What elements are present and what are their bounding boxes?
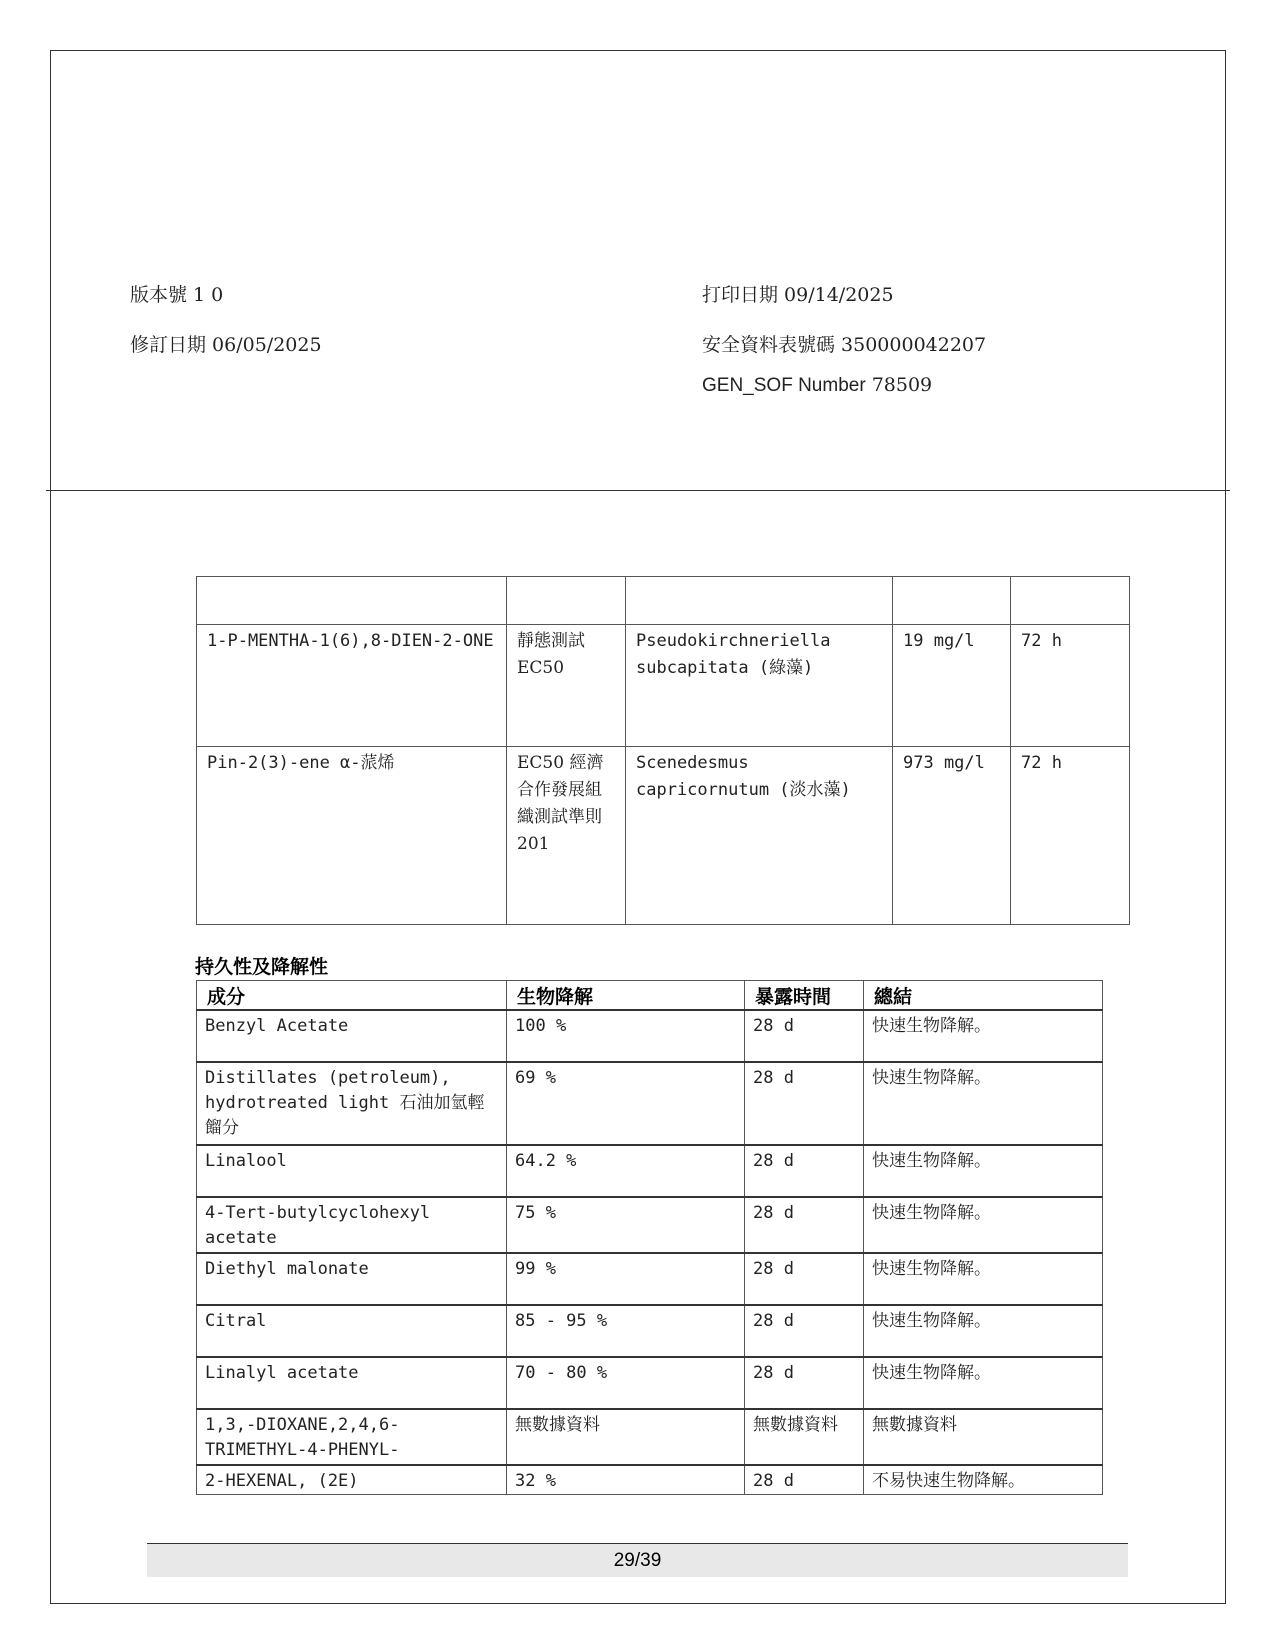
empty-cell: [507, 577, 626, 625]
value-cell: 19 mg/l: [893, 625, 1011, 747]
revision-date: 修訂日期 06/05/2025: [130, 334, 322, 356]
exposure-time-cell: 28 d: [745, 1465, 864, 1495]
component-cell: Benzyl Acetate: [197, 1010, 507, 1062]
table-row: [197, 1010, 1103, 1062]
empty-cell: [893, 577, 1011, 625]
substance-cell: Pin-2(3)-ene α-蒎烯: [197, 747, 507, 925]
persistence-header-row: [197, 981, 1103, 1011]
exposure-time-cell: 28 d: [745, 1305, 864, 1357]
method-cell: 靜態測試 EC50: [507, 625, 626, 747]
biodegradation-cell: 99 %: [507, 1253, 745, 1305]
table-row: [197, 577, 1130, 625]
summary-cell: 快速生物降解。: [864, 1305, 1103, 1357]
table-row: [197, 1409, 1103, 1465]
version-number: 版本號 1 0: [130, 284, 224, 306]
persistence-section-title: 持久性及降解性: [195, 957, 329, 978]
exposure-time-cell: 28 d: [745, 1357, 864, 1409]
biodegradation-cell: 69 %: [507, 1062, 745, 1145]
exposure-time-cell: 28 d: [745, 1145, 864, 1197]
summary-cell: 快速生物降解。: [864, 1145, 1103, 1197]
biodegradation-cell: 85 - 95 %: [507, 1305, 745, 1357]
table-row: [197, 625, 1130, 747]
gen-sof-label: GEN_SOF Number: [702, 375, 866, 396]
exposure-time-cell: 無數據資料: [745, 1409, 864, 1465]
empty-cell: [626, 577, 893, 625]
time-cell: 72 h: [1011, 625, 1130, 747]
time-cell: 72 h: [1011, 747, 1130, 925]
empty-cell: [197, 577, 507, 625]
value-cell: 973 mg/l: [893, 747, 1011, 925]
table-row: [197, 1197, 1103, 1253]
method-cell: EC50 經濟合作發展組織測試準則201: [507, 747, 626, 925]
col-header-biodegradation: 生物降解: [507, 981, 745, 1011]
component-cell: Linalyl acetate: [197, 1357, 507, 1409]
print-date: 打印日期 09/14/2025: [702, 284, 894, 306]
biodegradation-cell: 64.2 %: [507, 1145, 745, 1197]
component-cell: Diethyl malonate: [197, 1253, 507, 1305]
summary-cell: 快速生物降解。: [864, 1357, 1103, 1409]
summary-cell: 快速生物降解。: [864, 1062, 1103, 1145]
gen-sof-number: [702, 374, 932, 397]
table-row: [197, 1357, 1103, 1409]
col-header-summary: 總結: [864, 981, 1103, 1011]
component-cell: 1,3,-DIOXANE,2,4,6-TRIMETHYL-4-PHENYL-: [197, 1409, 507, 1465]
biodegradation-cell: 無數據資料: [507, 1409, 745, 1465]
biodegradation-cell: 100 %: [507, 1010, 745, 1062]
sds-number: 安全資料表號碼 350000042207: [702, 334, 987, 356]
component-cell: 2-HEXENAL, (2E): [197, 1465, 507, 1495]
ecotoxicity-table: [196, 576, 1130, 925]
empty-cell: [1011, 577, 1130, 625]
exposure-time-cell: 28 d: [745, 1197, 864, 1253]
species-cell: Pseudokirchneriella subcapitata (綠藻): [626, 625, 893, 747]
summary-cell: 不易快速生物降解。: [864, 1465, 1103, 1495]
page-number: 29/39: [613, 1550, 662, 1571]
biodegradation-cell: 70 - 80 %: [507, 1357, 745, 1409]
col-header-exposure-time: 暴露時間: [745, 981, 864, 1011]
table-row: [197, 1465, 1103, 1495]
table-row: [197, 747, 1130, 925]
summary-cell: 快速生物降解。: [864, 1197, 1103, 1253]
exposure-time-cell: 28 d: [745, 1010, 864, 1062]
component-cell: Citral: [197, 1305, 507, 1357]
summary-cell: 快速生物降解。: [864, 1253, 1103, 1305]
summary-cell: 無數據資料: [864, 1409, 1103, 1465]
header-divider: [46, 490, 1230, 491]
table-row: [197, 1062, 1103, 1145]
exposure-time-cell: 28 d: [745, 1253, 864, 1305]
gen-sof-value: 78509: [865, 374, 933, 396]
component-cell: Linalool: [197, 1145, 507, 1197]
table-row: [197, 1305, 1103, 1357]
component-cell: 4-Tert-butylcyclohexyl acetate: [197, 1197, 507, 1253]
component-cell: Distillates (petroleum), hydrotreated light 石油加氫輕餾分: [197, 1062, 507, 1145]
persistence-table: [196, 980, 1103, 1495]
table-row: [197, 1253, 1103, 1305]
substance-cell: 1-P-MENTHA-1(6),8-DIEN-2-ONE: [197, 625, 507, 747]
biodegradation-cell: 32 %: [507, 1465, 745, 1495]
table-row: [197, 1145, 1103, 1197]
biodegradation-cell: 75 %: [507, 1197, 745, 1253]
species-cell: Scenedesmus capricornutum (淡水藻): [626, 747, 893, 925]
page-footer: [147, 1543, 1128, 1577]
summary-cell: 快速生物降解。: [864, 1010, 1103, 1062]
exposure-time-cell: 28 d: [745, 1062, 864, 1145]
col-header-component: 成分: [197, 981, 507, 1011]
